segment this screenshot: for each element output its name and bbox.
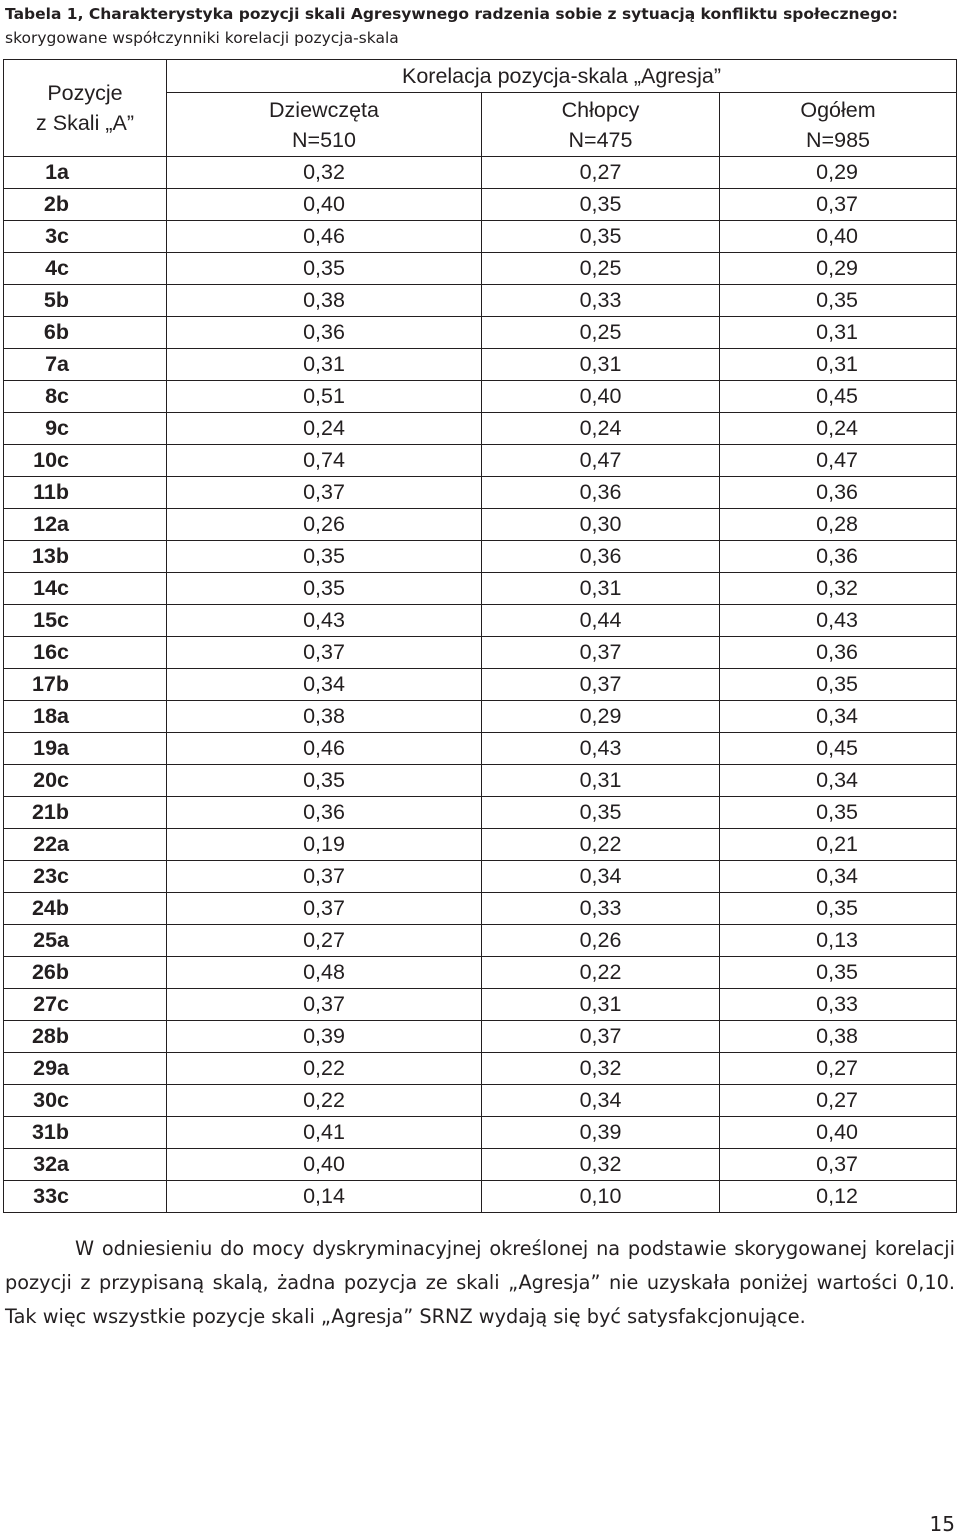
total-n: N=985 bbox=[806, 127, 870, 152]
girls-n: N=510 bbox=[292, 127, 356, 152]
table-row bbox=[4, 1117, 957, 1149]
girls-value-cell: 0,74 bbox=[167, 445, 482, 477]
total-value-cell: 0,40 bbox=[720, 221, 957, 253]
girls-value-cell: 0,36 bbox=[167, 797, 482, 829]
table-row bbox=[4, 445, 957, 477]
boys-value-cell: 0,24 bbox=[482, 413, 720, 445]
table-row bbox=[4, 317, 957, 349]
position-cell: 30c bbox=[4, 1085, 167, 1117]
boys-label: Chłopcy bbox=[561, 97, 640, 122]
table-row bbox=[4, 701, 957, 733]
position-header bbox=[4, 60, 167, 157]
position-cell: 14c bbox=[4, 573, 167, 605]
position-cell: 33c bbox=[4, 1181, 167, 1213]
total-value-cell: 0,34 bbox=[720, 861, 957, 893]
total-value-cell: 0,27 bbox=[720, 1085, 957, 1117]
total-value-cell: 0,31 bbox=[720, 317, 957, 349]
boys-value-cell: 0,39 bbox=[482, 1117, 720, 1149]
caption-line-1: Tabela 1, Charakterystyka pozycji skali Agresywnego radzenia sobie z sytuacją konfliktu społecznego: bbox=[5, 5, 899, 23]
column-header-total bbox=[720, 93, 957, 157]
position-cell: 26b bbox=[4, 957, 167, 989]
boys-value-cell: 0,40 bbox=[482, 381, 720, 413]
table-row bbox=[4, 861, 957, 893]
boys-value-cell: 0,31 bbox=[482, 573, 720, 605]
boys-value-cell: 0,25 bbox=[482, 317, 720, 349]
total-label: Ogółem bbox=[800, 97, 876, 122]
table-row bbox=[4, 637, 957, 669]
total-value-cell: 0,21 bbox=[720, 829, 957, 861]
total-value-cell: 0,32 bbox=[720, 573, 957, 605]
total-value-cell: 0,36 bbox=[720, 541, 957, 573]
total-value-cell: 0,34 bbox=[720, 765, 957, 797]
girls-value-cell: 0,32 bbox=[167, 157, 482, 189]
boys-value-cell: 0,35 bbox=[482, 189, 720, 221]
position-cell: 29a bbox=[4, 1053, 167, 1085]
caption-line-2: skorygowane współczynniki korelacji pozycja-skala bbox=[5, 29, 399, 47]
table-body bbox=[4, 157, 957, 1213]
position-cell: 1a bbox=[4, 157, 167, 189]
position-cell: 8c bbox=[4, 381, 167, 413]
table-row bbox=[4, 253, 957, 285]
boys-value-cell: 0,36 bbox=[482, 477, 720, 509]
table-row bbox=[4, 989, 957, 1021]
position-cell: 9c bbox=[4, 413, 167, 445]
table-caption bbox=[5, 2, 955, 50]
girls-value-cell: 0,31 bbox=[167, 349, 482, 381]
boys-value-cell: 0,47 bbox=[482, 445, 720, 477]
girls-value-cell: 0,35 bbox=[167, 573, 482, 605]
total-value-cell: 0,29 bbox=[720, 253, 957, 285]
girls-value-cell: 0,46 bbox=[167, 221, 482, 253]
position-header-line-1: Pozycje bbox=[47, 81, 123, 105]
table-row bbox=[4, 1053, 957, 1085]
boys-value-cell: 0,35 bbox=[482, 797, 720, 829]
total-value-cell: 0,36 bbox=[720, 477, 957, 509]
table-row bbox=[4, 925, 957, 957]
total-value-cell: 0,35 bbox=[720, 669, 957, 701]
position-cell: 16c bbox=[4, 637, 167, 669]
position-cell: 12a bbox=[4, 509, 167, 541]
boys-value-cell: 0,31 bbox=[482, 989, 720, 1021]
boys-value-cell: 0,32 bbox=[482, 1149, 720, 1181]
total-value-cell: 0,28 bbox=[720, 509, 957, 541]
position-cell: 19a bbox=[4, 733, 167, 765]
total-value-cell: 0,37 bbox=[720, 189, 957, 221]
total-value-cell: 0,29 bbox=[720, 157, 957, 189]
boys-value-cell: 0,31 bbox=[482, 349, 720, 381]
girls-value-cell: 0,35 bbox=[167, 541, 482, 573]
correlation-table bbox=[3, 59, 957, 1213]
girls-value-cell: 0,22 bbox=[167, 1053, 482, 1085]
position-cell: 22a bbox=[4, 829, 167, 861]
table-row bbox=[4, 797, 957, 829]
table-row bbox=[4, 1085, 957, 1117]
table-row bbox=[4, 605, 957, 637]
boys-value-cell: 0,35 bbox=[482, 221, 720, 253]
table-row bbox=[4, 893, 957, 925]
position-cell: 32a bbox=[4, 1149, 167, 1181]
boys-value-cell: 0,33 bbox=[482, 893, 720, 925]
boys-value-cell: 0,34 bbox=[482, 861, 720, 893]
position-cell: 4c bbox=[4, 253, 167, 285]
table-row bbox=[4, 669, 957, 701]
paragraph-text: W odniesieniu do mocy dyskryminacyjnej określonej na podstawie skorygowanej korelacji pozycji z przypisaną skalą, żadna pozycja ze skali „Agresja” nie uzyskała poniżej wartości 0,10. Tak więc wszystkie pozycje skali „Agresja” SRNZ wydają się być satysfakcjonujące. bbox=[5, 1237, 955, 1328]
position-cell: 28b bbox=[4, 1021, 167, 1053]
girls-value-cell: 0,34 bbox=[167, 669, 482, 701]
table-row bbox=[4, 829, 957, 861]
table-row bbox=[4, 285, 957, 317]
boys-value-cell: 0,27 bbox=[482, 157, 720, 189]
girls-value-cell: 0,38 bbox=[167, 285, 482, 317]
total-value-cell: 0,36 bbox=[720, 637, 957, 669]
boys-value-cell: 0,25 bbox=[482, 253, 720, 285]
girls-value-cell: 0,19 bbox=[167, 829, 482, 861]
total-value-cell: 0,45 bbox=[720, 381, 957, 413]
girls-value-cell: 0,35 bbox=[167, 765, 482, 797]
boys-n: N=475 bbox=[568, 127, 633, 152]
girls-value-cell: 0,48 bbox=[167, 957, 482, 989]
girls-value-cell: 0,14 bbox=[167, 1181, 482, 1213]
position-cell: 20c bbox=[4, 765, 167, 797]
position-cell: 10c bbox=[4, 445, 167, 477]
girls-value-cell: 0,37 bbox=[167, 477, 482, 509]
table-row bbox=[4, 1181, 957, 1213]
girls-value-cell: 0,41 bbox=[167, 1117, 482, 1149]
position-cell: 24b bbox=[4, 893, 167, 925]
girls-value-cell: 0,37 bbox=[167, 637, 482, 669]
girls-value-cell: 0,38 bbox=[167, 701, 482, 733]
boys-value-cell: 0,36 bbox=[482, 541, 720, 573]
table-row bbox=[4, 221, 957, 253]
total-value-cell: 0,35 bbox=[720, 797, 957, 829]
table-row bbox=[4, 1021, 957, 1053]
position-cell: 21b bbox=[4, 797, 167, 829]
total-value-cell: 0,40 bbox=[720, 1117, 957, 1149]
boys-value-cell: 0,22 bbox=[482, 957, 720, 989]
position-cell: 13b bbox=[4, 541, 167, 573]
position-cell: 11b bbox=[4, 477, 167, 509]
position-cell: 18a bbox=[4, 701, 167, 733]
girls-label: Dziewczęta bbox=[269, 97, 379, 122]
total-value-cell: 0,47 bbox=[720, 445, 957, 477]
body-paragraph bbox=[5, 1232, 955, 1334]
total-value-cell: 0,34 bbox=[720, 701, 957, 733]
table-row bbox=[4, 381, 957, 413]
girls-value-cell: 0,46 bbox=[167, 733, 482, 765]
table-row bbox=[4, 765, 957, 797]
total-value-cell: 0,37 bbox=[720, 1149, 957, 1181]
position-cell: 27c bbox=[4, 989, 167, 1021]
table-row bbox=[4, 477, 957, 509]
girls-value-cell: 0,37 bbox=[167, 989, 482, 1021]
boys-value-cell: 0,29 bbox=[482, 701, 720, 733]
boys-value-cell: 0,10 bbox=[482, 1181, 720, 1213]
total-value-cell: 0,33 bbox=[720, 989, 957, 1021]
total-value-cell: 0,35 bbox=[720, 893, 957, 925]
table-row bbox=[4, 957, 957, 989]
girls-value-cell: 0,22 bbox=[167, 1085, 482, 1117]
boys-value-cell: 0,32 bbox=[482, 1053, 720, 1085]
girls-value-cell: 0,26 bbox=[167, 509, 482, 541]
girls-value-cell: 0,37 bbox=[167, 893, 482, 925]
total-value-cell: 0,27 bbox=[720, 1053, 957, 1085]
boys-value-cell: 0,37 bbox=[482, 1021, 720, 1053]
table-row bbox=[4, 733, 957, 765]
total-value-cell: 0,13 bbox=[720, 925, 957, 957]
position-cell: 7a bbox=[4, 349, 167, 381]
total-value-cell: 0,43 bbox=[720, 605, 957, 637]
total-value-cell: 0,24 bbox=[720, 413, 957, 445]
girls-value-cell: 0,35 bbox=[167, 253, 482, 285]
position-cell: 6b bbox=[4, 317, 167, 349]
position-cell: 2b bbox=[4, 189, 167, 221]
table-row bbox=[4, 157, 957, 189]
position-cell: 25a bbox=[4, 925, 167, 957]
table-row bbox=[4, 189, 957, 221]
girls-value-cell: 0,36 bbox=[167, 317, 482, 349]
girls-value-cell: 0,24 bbox=[167, 413, 482, 445]
position-cell: 15c bbox=[4, 605, 167, 637]
position-header-line-2: z Skali „A” bbox=[36, 111, 134, 135]
boys-value-cell: 0,37 bbox=[482, 669, 720, 701]
position-cell: 3c bbox=[4, 221, 167, 253]
boys-value-cell: 0,30 bbox=[482, 509, 720, 541]
boys-value-cell: 0,43 bbox=[482, 733, 720, 765]
total-value-cell: 0,12 bbox=[720, 1181, 957, 1213]
boys-value-cell: 0,31 bbox=[482, 765, 720, 797]
column-header-girls bbox=[167, 93, 482, 157]
table-row bbox=[4, 541, 957, 573]
position-cell: 31b bbox=[4, 1117, 167, 1149]
position-cell: 5b bbox=[4, 285, 167, 317]
boys-value-cell: 0,44 bbox=[482, 605, 720, 637]
table-row bbox=[4, 573, 957, 605]
boys-value-cell: 0,22 bbox=[482, 829, 720, 861]
table-row bbox=[4, 509, 957, 541]
table-row bbox=[4, 413, 957, 445]
table-row bbox=[4, 1149, 957, 1181]
boys-value-cell: 0,33 bbox=[482, 285, 720, 317]
boys-value-cell: 0,37 bbox=[482, 637, 720, 669]
table-row bbox=[4, 349, 957, 381]
column-header-boys bbox=[482, 93, 720, 157]
total-value-cell: 0,35 bbox=[720, 285, 957, 317]
total-value-cell: 0,35 bbox=[720, 957, 957, 989]
girls-value-cell: 0,40 bbox=[167, 1149, 482, 1181]
page-number: 15 bbox=[929, 1512, 955, 1536]
girls-value-cell: 0,39 bbox=[167, 1021, 482, 1053]
group-header: Korelacja pozycja-skala „Agresja” bbox=[167, 60, 957, 93]
total-value-cell: 0,31 bbox=[720, 349, 957, 381]
boys-value-cell: 0,26 bbox=[482, 925, 720, 957]
position-cell: 17b bbox=[4, 669, 167, 701]
girls-value-cell: 0,51 bbox=[167, 381, 482, 413]
girls-value-cell: 0,40 bbox=[167, 189, 482, 221]
boys-value-cell: 0,34 bbox=[482, 1085, 720, 1117]
girls-value-cell: 0,37 bbox=[167, 861, 482, 893]
position-cell: 23c bbox=[4, 861, 167, 893]
girls-value-cell: 0,43 bbox=[167, 605, 482, 637]
total-value-cell: 0,45 bbox=[720, 733, 957, 765]
total-value-cell: 0,38 bbox=[720, 1021, 957, 1053]
girls-value-cell: 0,27 bbox=[167, 925, 482, 957]
